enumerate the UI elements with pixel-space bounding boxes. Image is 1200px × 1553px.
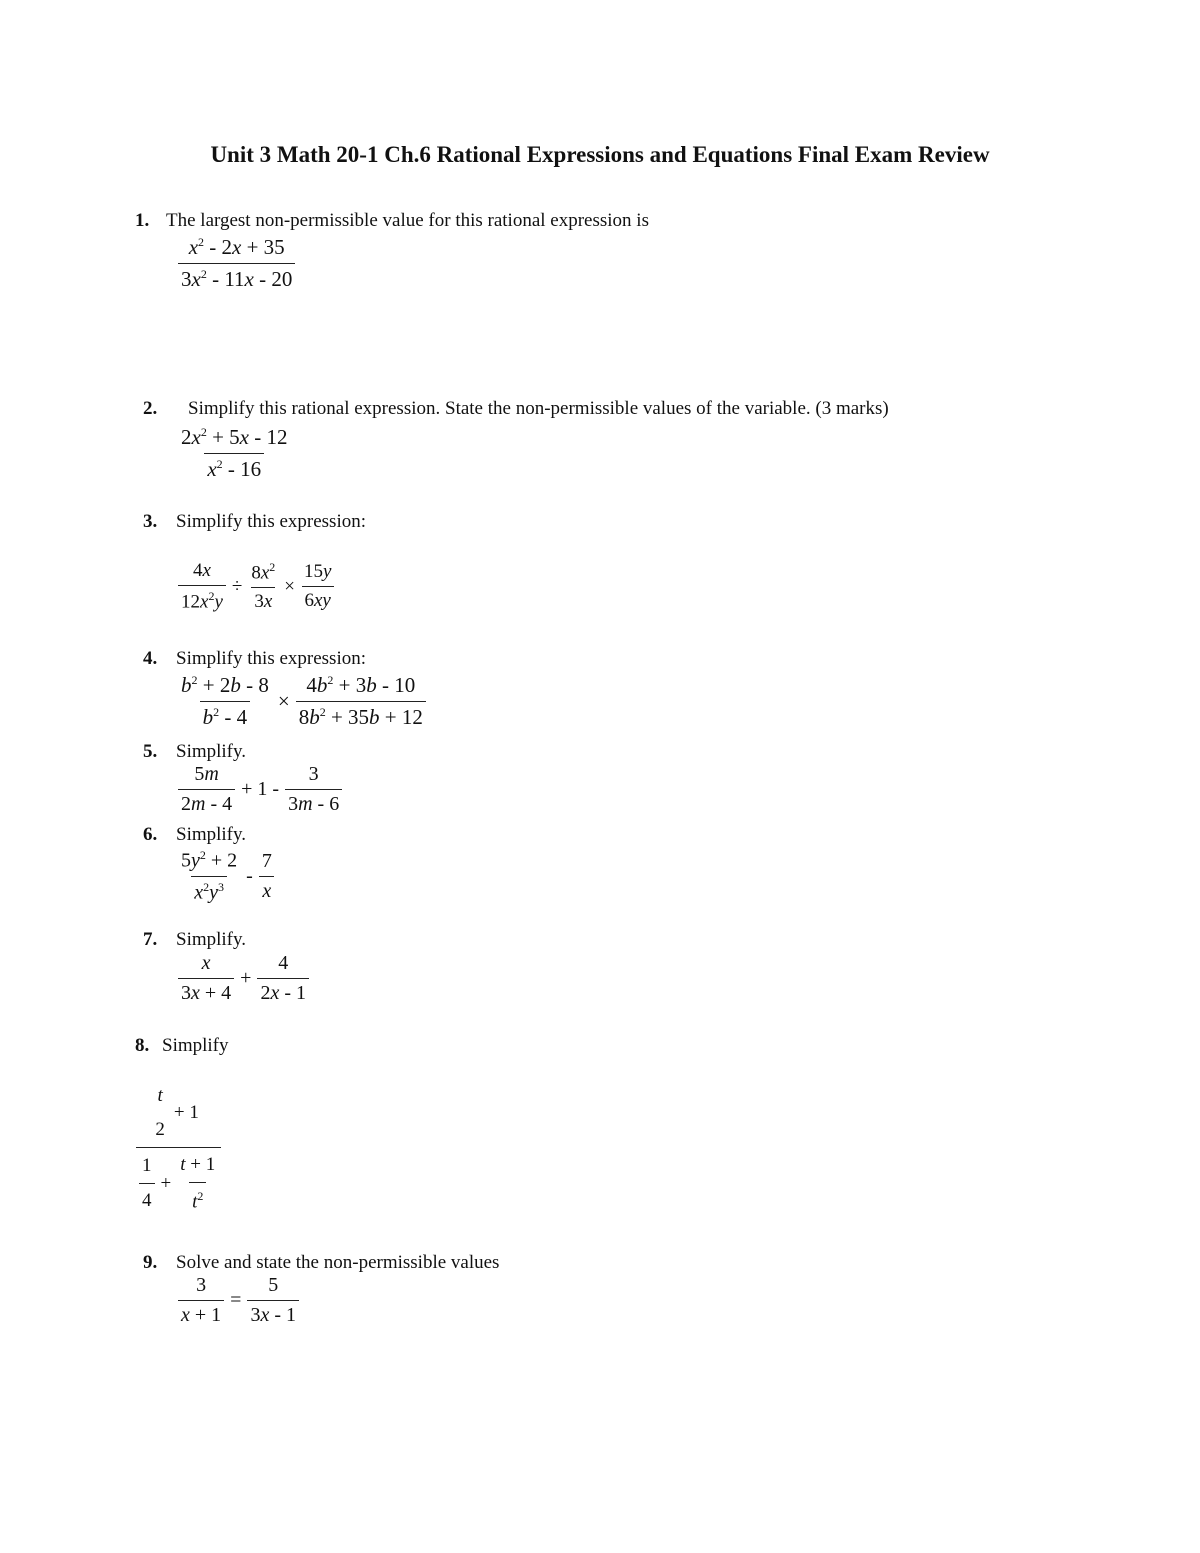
numerator: 7 xyxy=(261,849,272,872)
multiply-operator: × xyxy=(277,689,290,713)
numerator: $4b^2 + 3b - 10$ xyxy=(306,673,416,697)
plus-operator: + xyxy=(240,967,252,989)
denominator: $x^2 - 16$ xyxy=(204,453,264,482)
question-text: Solve and state the non-permissible values xyxy=(176,1252,500,1273)
numerator: $8x^2$ xyxy=(251,560,276,584)
question-text: The largest non-permissible value for this rational expression is xyxy=(166,210,649,231)
numerator: x xyxy=(201,952,211,974)
denominator: 3m - 6 xyxy=(285,789,342,816)
expression-8 xyxy=(136,1085,221,1213)
fraction xyxy=(178,763,235,816)
denominator: $12x^2y$ xyxy=(178,585,226,613)
question-text: Simplify this expression: xyxy=(176,648,366,669)
fraction xyxy=(285,763,342,816)
expression-9 xyxy=(178,1274,299,1327)
numerator: 3 xyxy=(308,763,319,785)
numerator: 5m xyxy=(194,763,219,785)
question-number: 6. xyxy=(143,824,158,845)
denominator: 6xy xyxy=(302,586,334,612)
denominator: x + 1 xyxy=(178,1300,224,1327)
numerator: 1 xyxy=(142,1155,152,1177)
fraction xyxy=(257,952,309,1005)
denominator: x xyxy=(259,876,274,903)
question-text: Simplify this rational expression. State the non-permissible values of the variable. (3 marks) xyxy=(188,398,889,419)
page-title: Unit 3 Math 20-1 Ch.6 Rational Expressions and Equations Final Exam Review xyxy=(210,142,990,167)
denominator: 3x + 4 xyxy=(178,978,234,1005)
question-text: Simplify. xyxy=(176,824,247,845)
fraction xyxy=(178,848,240,904)
numerator: t xyxy=(157,1085,163,1106)
question-number: 3. xyxy=(143,511,158,532)
fraction xyxy=(178,1274,224,1327)
question-number: 2. xyxy=(143,398,158,419)
denominator: 2 xyxy=(155,1119,165,1140)
question-number: 9. xyxy=(143,1252,158,1273)
numerator: $5y^2 + 2$ xyxy=(181,848,238,872)
fraction xyxy=(152,1085,168,1141)
numerator: $b^2 + 2b - 8$ xyxy=(181,673,269,697)
denominator: 4 xyxy=(139,1183,155,1212)
numerator xyxy=(149,1085,207,1147)
fraction xyxy=(178,673,272,730)
divide-operator: ÷ xyxy=(231,575,243,597)
fraction xyxy=(259,850,275,903)
question-number: 7. xyxy=(143,929,158,950)
minus-operator: - xyxy=(246,864,253,887)
fraction xyxy=(178,560,226,613)
expression-1 xyxy=(178,235,295,292)
numerator: 5 xyxy=(268,1274,279,1296)
denominator: 2x - 1 xyxy=(257,978,309,1005)
denominator: $t^2$ xyxy=(189,1182,206,1213)
question-number: 1. xyxy=(135,210,150,231)
numerator: 3 xyxy=(196,1274,207,1296)
fraction xyxy=(178,235,295,292)
fraction xyxy=(296,673,426,730)
numerator: t + 1 xyxy=(180,1154,216,1175)
fraction xyxy=(248,560,278,613)
question-number: 4. xyxy=(143,648,158,669)
question-text: Simplify. xyxy=(176,929,247,950)
numerator: 4x xyxy=(192,560,211,581)
denominator: $b^2 - 4$ xyxy=(200,701,251,730)
expression-7 xyxy=(178,952,309,1005)
denominator: $3x^2 - 11x - 20$ xyxy=(178,263,295,292)
question-number: 8. xyxy=(135,1035,150,1056)
question-text: Simplify xyxy=(162,1035,229,1056)
denominator: 3x xyxy=(251,587,275,613)
equals-operator: = xyxy=(230,1289,242,1311)
plus-operator: + 1 xyxy=(173,1102,199,1123)
numerator: 15y xyxy=(303,561,332,583)
fraction xyxy=(178,425,291,482)
multiply-operator: × xyxy=(284,575,295,597)
expression-3 xyxy=(178,560,334,613)
complex-fraction xyxy=(136,1085,221,1213)
expression-5 xyxy=(178,763,342,816)
question-text: Simplify. xyxy=(176,741,247,762)
fraction xyxy=(247,1274,299,1327)
denominator: 2m - 4 xyxy=(178,789,235,816)
numerator: 4 xyxy=(278,952,289,974)
plus-operator: + xyxy=(160,1172,172,1194)
fraction xyxy=(177,1154,218,1213)
expression-6 xyxy=(178,848,275,904)
question-number: 5. xyxy=(143,741,158,762)
operator: + 1 - xyxy=(241,778,280,800)
numerator: $x^2 - 2x + 35$ xyxy=(188,235,285,259)
numerator: $2x^2 + 5x - 12$ xyxy=(181,425,288,449)
denominator xyxy=(136,1147,221,1213)
expression-4 xyxy=(178,673,426,730)
expression-2 xyxy=(178,425,291,482)
question-text: Simplify this expression: xyxy=(176,511,366,532)
denominator: 3x - 1 xyxy=(247,1300,299,1327)
fraction xyxy=(301,561,334,612)
denominator: $8b^2 + 35b + 12$ xyxy=(296,701,426,730)
fraction xyxy=(178,952,234,1005)
fraction xyxy=(139,1155,155,1212)
denominator: $x^2y^3$ xyxy=(191,876,227,905)
